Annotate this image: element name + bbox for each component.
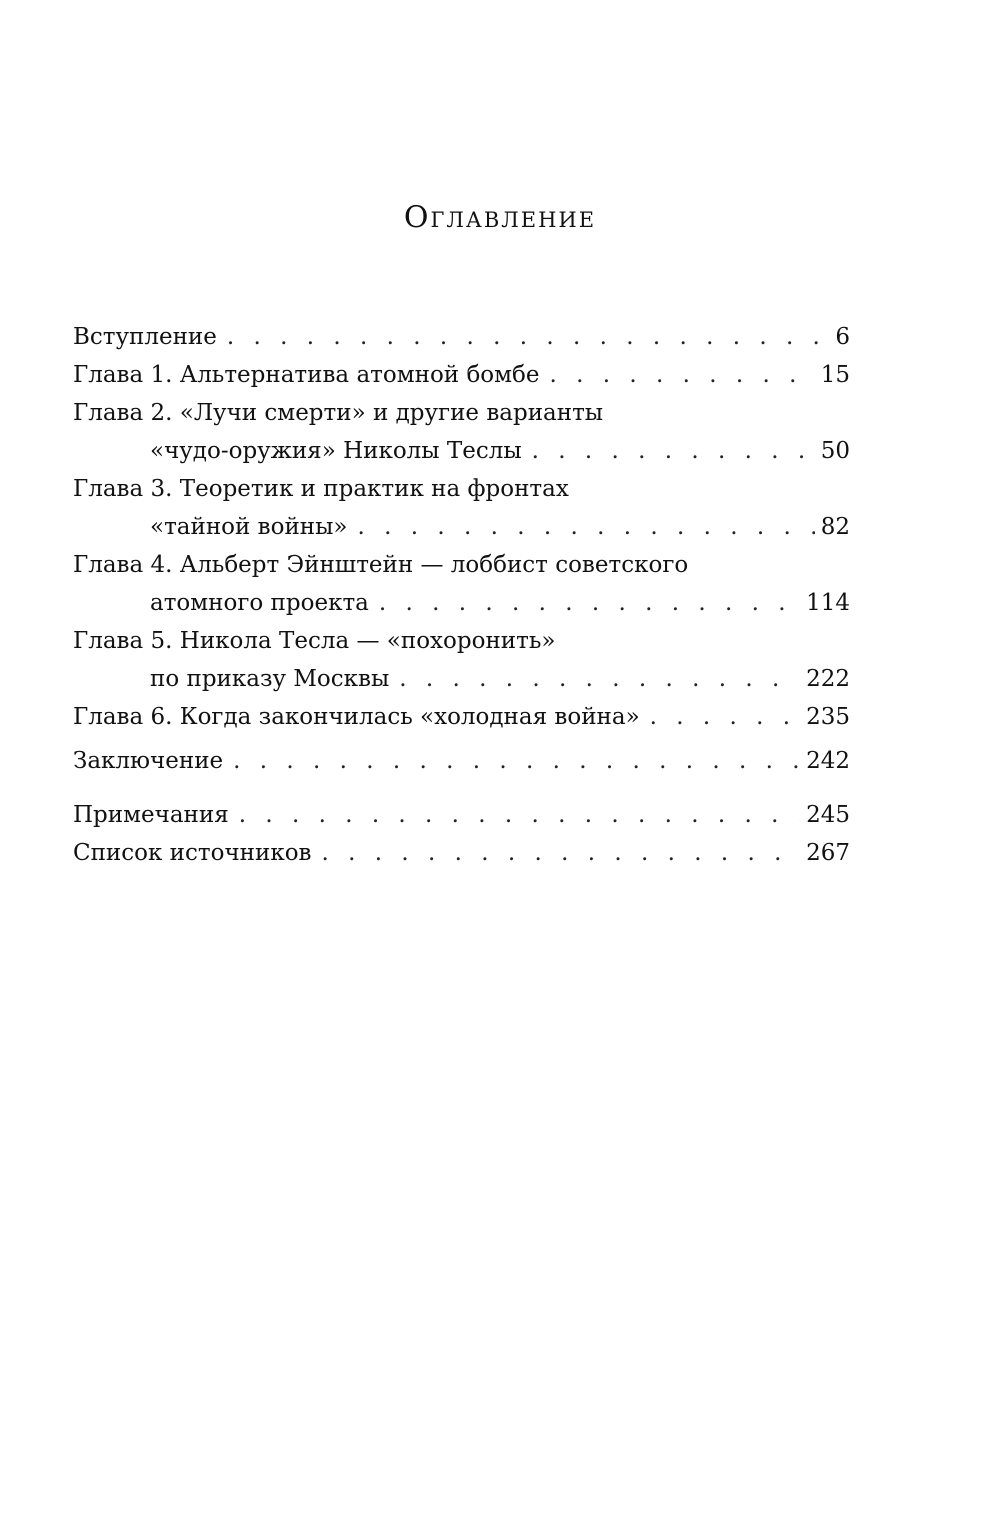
toc-entry-text: Глава 2. «Лучи смерти» и другие варианты xyxy=(73,400,604,426)
dot-leader xyxy=(358,508,815,546)
toc-page-number: 222 xyxy=(806,666,850,692)
toc-entry-text: Глава 4. Альберт Эйнштейн — лоббист советского xyxy=(73,552,689,578)
toc-entry-text: Примечания xyxy=(73,802,229,828)
toc-page-number: 235 xyxy=(806,704,850,730)
toc-page-number: 50 xyxy=(820,438,850,464)
toc-entry-text-continued: «тайной войны» xyxy=(150,514,348,540)
table-of-contents xyxy=(73,318,850,872)
dot-leader xyxy=(532,432,815,470)
dot-leader xyxy=(399,660,800,698)
toc-page-number: 267 xyxy=(806,840,850,866)
toc-entry-conclusion xyxy=(73,742,850,780)
toc-entry-text: Список источников xyxy=(73,840,312,866)
toc-entry-chapter-4 xyxy=(73,546,850,622)
toc-page-number: 245 xyxy=(806,802,850,828)
toc-page-number: 15 xyxy=(820,362,850,388)
toc-entry-text-continued: атомного проекта xyxy=(150,590,369,616)
dot-leader xyxy=(239,796,800,834)
dot-leader xyxy=(322,834,801,872)
toc-entry-notes xyxy=(73,796,850,834)
toc-entry-chapter-5 xyxy=(73,622,850,698)
toc-page-number: 6 xyxy=(835,324,850,350)
dot-leader xyxy=(227,318,829,356)
dot-leader xyxy=(233,742,800,780)
dot-leader xyxy=(379,584,800,622)
toc-entry-chapter-6 xyxy=(73,698,850,736)
toc-page-number: 114 xyxy=(806,590,850,616)
toc-entry-chapter-3 xyxy=(73,470,850,546)
toc-entry-introduction xyxy=(73,318,850,356)
dot-leader xyxy=(650,698,800,736)
toc-entry-text: Глава 6. Когда закончилась «холодная война» xyxy=(73,704,640,730)
toc-entry-text-continued: «чудо-оружия» Николы Теслы xyxy=(150,438,522,464)
toc-entry-text: Вступление xyxy=(73,324,217,350)
toc-entry-text: Глава 3. Теоретик и практик на фронтах xyxy=(73,476,569,502)
toc-entry-sources xyxy=(73,834,850,872)
toc-entry-text: Глава 1. Альтернатива атомной бомбе xyxy=(73,362,540,388)
page-title: Оглавление xyxy=(403,200,597,235)
toc-page-number: 242 xyxy=(806,748,850,774)
dot-leader xyxy=(550,356,815,394)
toc-entry-text: Заключение xyxy=(73,748,224,774)
toc-page-number: 82 xyxy=(820,514,850,540)
toc-entry-chapter-1 xyxy=(73,356,850,394)
toc-entry-text: Глава 5. Никола Тесла — «похоронить» xyxy=(73,628,556,654)
toc-entry-text-continued: по приказу Москвы xyxy=(150,666,390,692)
toc-entry-chapter-2 xyxy=(73,394,850,470)
